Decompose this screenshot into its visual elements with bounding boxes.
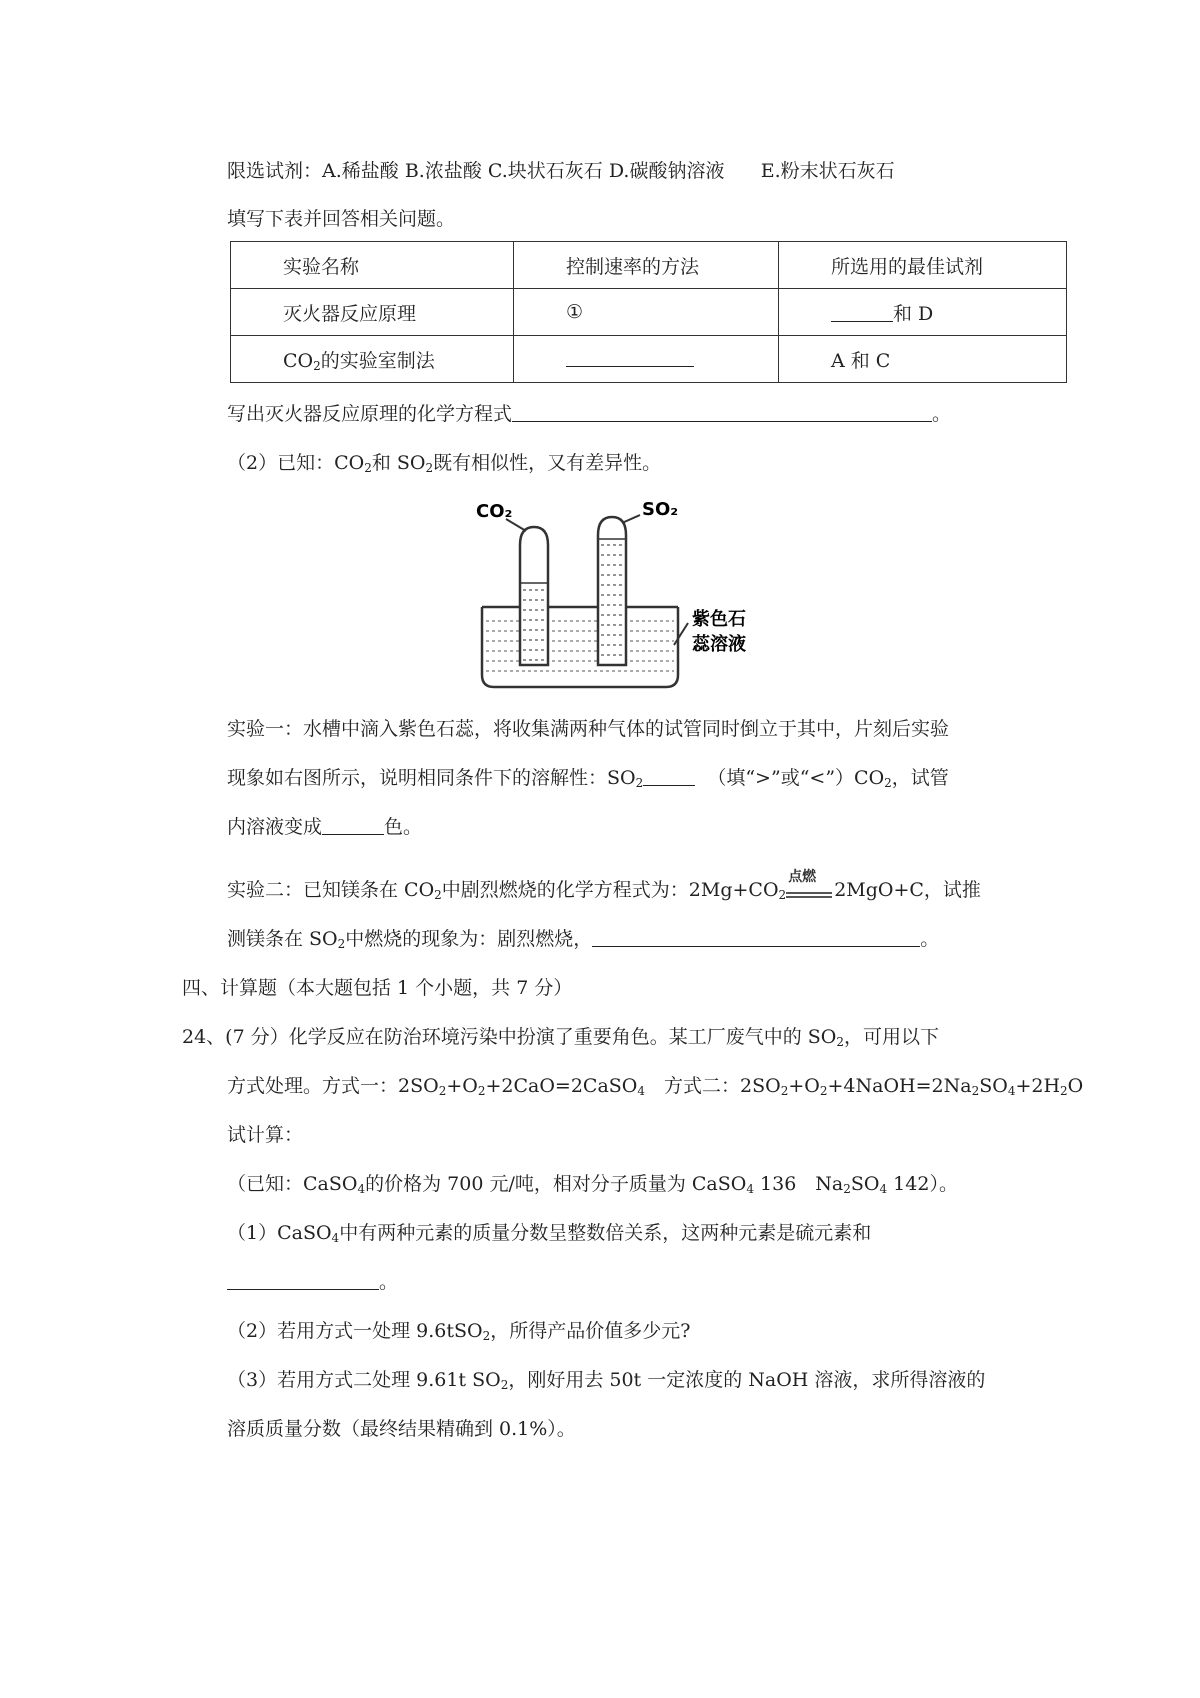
reagents-prefix: 限选试剂： <box>227 160 323 182</box>
row2-name-post: 的实验室制法 <box>320 349 435 372</box>
reagent-a: A.稀盐酸 <box>322 160 399 182</box>
row2-method-blank[interactable] <box>566 348 694 367</box>
exp1-line3-b: 色。 <box>384 816 423 838</box>
trough-solution <box>486 621 674 671</box>
period: 。 <box>932 403 952 425</box>
q24-eq-s7: 4 <box>1007 1084 1016 1098</box>
q2-text-c: 既有相似性，又有差异性。 <box>433 452 662 474</box>
row1-method: ① <box>566 301 584 323</box>
exp1-line2-c: ，试管 <box>891 767 949 789</box>
q24-eq-e: +O <box>788 1075 820 1097</box>
table-header-row <box>231 242 1067 289</box>
q2-line <box>227 450 661 476</box>
q24-given-b: 的价格为 700 元/吨，相对分子质量为 CaSO <box>365 1173 747 1195</box>
row1-reagent-blank[interactable] <box>831 303 893 322</box>
solution-label-1: 紫色石 <box>692 609 746 630</box>
q24-p1-b: 中有两种元素的质量分数呈整数倍关系，这两种元素是硫元素和 <box>339 1222 872 1244</box>
q24-eq-s3: 4 <box>637 1084 646 1098</box>
q24-p1-s1: 4 <box>331 1231 340 1245</box>
equation-blank[interactable] <box>512 403 932 422</box>
header-name: 实验名称 <box>283 255 360 278</box>
q24-eq-s2: 2 <box>477 1084 486 1098</box>
row1-reagent-suffix: 和 D <box>893 302 934 325</box>
q24-p2-a: （2）若用方式一处理 9.6tSO <box>227 1320 483 1342</box>
exp2-line1 <box>227 869 981 903</box>
row2-reagent: A 和 C <box>831 349 891 372</box>
water-trough <box>482 607 678 687</box>
q24-given-d: SO <box>850 1173 880 1195</box>
solution-label-2: 蕊溶液 <box>692 634 746 655</box>
q24-eq-s1: 2 <box>438 1084 447 1098</box>
q24-given-s4: 4 <box>879 1182 888 1196</box>
q24-given-s2: 4 <box>746 1182 754 1196</box>
co2-tube <box>520 527 548 665</box>
exp1-line2-b: （填“>”或“<”）CO <box>707 767 885 789</box>
reagent-c: C.块状石灰石 <box>487 160 603 182</box>
q24-eq-s4: 2 <box>780 1084 789 1098</box>
q24-p3-b: ，刚好用去 50t 一定浓度的 NaOH 溶液，求所得溶液的 <box>508 1369 986 1391</box>
table-header-cell <box>514 242 779 289</box>
exp1-line2-sub: 2 <box>635 776 644 790</box>
experiment-table <box>230 241 1067 383</box>
period: 。 <box>379 1271 399 1293</box>
q24-line1-a: 24、(7 分）化学反应在防治环境污染中扮演了重要角色。某工厂废气中的 SO <box>182 1026 837 1048</box>
equation-prompt: 写出灭火器反应原理的化学方程式 <box>227 403 513 425</box>
q24-p1-a: （1）CaSO <box>227 1222 332 1244</box>
exp1-line3-a: 内溶液变成 <box>227 816 323 838</box>
exp2-line2-b: 中燃烧的现象为：剧烈燃烧， <box>345 928 593 950</box>
period: 。 <box>920 928 940 950</box>
q24-eq-s5: 2 <box>819 1084 828 1098</box>
table-header-cell <box>779 242 1067 289</box>
table-cell <box>231 336 514 383</box>
color-blank[interactable] <box>322 816 384 835</box>
exp1-line2-a: 现象如右图所示，说明相同条件下的溶解性：SO <box>227 767 636 789</box>
q2-sub2: 2 <box>425 461 434 475</box>
so2-label: SO₂ <box>642 499 679 520</box>
header-method: 控制速率的方法 <box>566 255 700 278</box>
reagent-e: E.粉末状石灰石 <box>760 160 895 182</box>
q24-eq-s8: 2 <box>1060 1084 1068 1098</box>
q2-text-b: 和 SO <box>371 452 426 474</box>
q24-line3: 试计算： <box>227 1124 304 1146</box>
q24-line2 <box>227 1073 1083 1099</box>
q24-eq-f: +4NaOH=2Na <box>827 1075 972 1097</box>
solubility-blank[interactable] <box>643 767 695 786</box>
reagent-d: D.碳酸钠溶液 <box>608 160 725 182</box>
exp1-line2 <box>227 765 949 791</box>
q24-part3-line2: 溶质质量分数（最终结果精确到 0.1%）。 <box>227 1418 576 1440</box>
table-row <box>231 336 1067 383</box>
q24-eq-c: +2CaO=2CaSO <box>485 1075 638 1097</box>
element-blank[interactable] <box>227 1271 379 1290</box>
q24-p3-a: （3）若用方式二处理 9.61t SO <box>227 1369 501 1391</box>
test-tube-figure <box>470 495 800 695</box>
q24-given <box>227 1171 958 1197</box>
exp1-line1: 实验一：水槽中滴入紫色石蕊，将收集满两种气体的试管同时倒立于其中，片刻后实验 <box>227 718 950 740</box>
q2-sub1: 2 <box>364 461 372 475</box>
fill-table-instruction: 填写下表并回答相关问题。 <box>227 208 456 230</box>
q2-text-a: （2）已知：CO <box>227 452 365 474</box>
q24-line1-sub: 2 <box>836 1035 844 1049</box>
exp2-line1-b: 中剧烈燃烧的化学方程式为：2Mg+CO <box>441 879 779 901</box>
q24-line1 <box>182 1024 939 1050</box>
equals-bar <box>786 892 832 898</box>
equation-prompt-line <box>227 401 951 427</box>
table-row <box>231 289 1067 336</box>
exp2-line2-a: 测镁条在 SO <box>227 928 338 950</box>
q24-part1 <box>227 1220 871 1246</box>
exp2-line1-a: 实验二：已知镁条在 CO <box>227 879 435 901</box>
table-header-cell <box>231 242 514 289</box>
q24-given-a: （已知：CaSO <box>227 1173 358 1195</box>
section4-heading: 四、计算题（本大题包括 1 个小题，共 7 分） <box>182 977 573 999</box>
exp2-line1-c: 2MgO+C，试推 <box>834 879 981 901</box>
q24-given-c: 136 Na <box>754 1173 844 1195</box>
q24-given-s3: 2 <box>843 1182 851 1196</box>
so2-tube <box>598 517 626 665</box>
q24-eq-a: 方式处理。方式一：2SO <box>227 1075 439 1097</box>
q24-part3 <box>227 1367 985 1393</box>
exp2-line1-sub: 2 <box>434 888 442 902</box>
q24-part1-answer <box>227 1269 398 1295</box>
q24-p2-s1: 2 <box>482 1329 491 1343</box>
co2-label: CO₂ <box>476 501 513 522</box>
exp1-line3 <box>227 814 422 840</box>
reagents-line <box>227 158 895 184</box>
exp2-line1-sub2: 2 <box>778 888 787 902</box>
table-cell <box>514 336 779 383</box>
q24-given-e: 142）。 <box>887 1173 958 1195</box>
q24-given-s1: 4 <box>357 1182 366 1196</box>
q24-eq-h: +2H <box>1015 1075 1061 1097</box>
exp1-line2-sub2: 2 <box>884 776 892 790</box>
q24-eq-i: O <box>1067 1075 1084 1097</box>
q24-p2-b: ，所得产品价值多少元? <box>490 1320 691 1342</box>
q24-part2 <box>227 1318 690 1344</box>
table-cell <box>514 289 779 336</box>
so2-leader <box>622 515 640 523</box>
header-reagent: 所选用的最佳试剂 <box>831 255 984 278</box>
solution-leader <box>674 623 688 645</box>
row2-name-sub: 2 <box>313 358 321 373</box>
q24-line1-b: ，可用以下 <box>844 1026 940 1048</box>
q24-eq-b: +O <box>446 1075 478 1097</box>
q24-eq-g: SO <box>979 1075 1008 1097</box>
q24-eq-d: 方式二：2SO <box>645 1075 781 1097</box>
q24-eq-s6: 2 <box>971 1084 980 1098</box>
exp2-line2-sub: 2 <box>337 937 346 951</box>
row1-name: 灭火器反应原理 <box>283 302 417 325</box>
reagent-b: B.浓盐酸 <box>404 160 482 182</box>
phenomenon-blank[interactable] <box>592 928 920 947</box>
table-cell <box>779 289 1067 336</box>
q24-p3-s1: 2 <box>500 1378 509 1392</box>
ignition-condition <box>786 869 834 898</box>
exp2-line2 <box>227 926 939 952</box>
ignition-label: 点燃 <box>788 869 817 885</box>
table-cell <box>779 336 1067 383</box>
table-cell <box>231 289 514 336</box>
row2-name-pre: CO <box>283 349 314 372</box>
